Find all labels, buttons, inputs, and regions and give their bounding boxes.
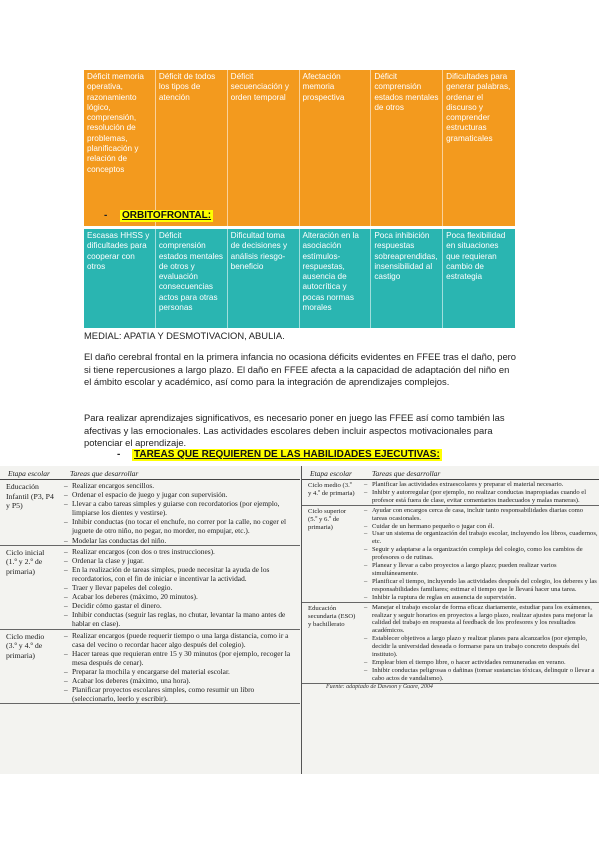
stage-label: Ciclo superior (5.º y 6.º de primaria) [308,507,347,532]
task-item: – Hacer tareas que requieran entre 15 y 30 minutos (por ejemplo, recoger la mesa después de cenar). [64,649,298,667]
deficit-cell: Déficit secuenciación y orden temporal [228,70,300,226]
deficit-cell: Déficit memoria operativa, razonamiento lógico, comprensión, resolución de problemas, planificación y relación de conceptos [84,70,156,226]
stage-row [302,480,599,506]
orbitofrontal-cell: Escasas HHSS y dificultades para cooperar con otros [84,229,156,328]
stage-label: Ciclo inicial (1.º y 2.º de primaria) [6,547,45,576]
paragraph-learning: Para realizar aprendizajes significativos, es necesario poner en juego las FFEE así como también las afectivas y las emocionales. Las actividades escolares deben incluir aspectos motivacionales para potenciar el aprendizaje. [84,412,505,449]
orbitofrontal-cell: Poca inhibición respuestas sobreaprendidas, insensibilidad al castigo [371,229,443,328]
frontal-deficits-table [84,70,515,226]
header-stage: Etapa escolar [8,469,50,478]
deficit-cell: Afectación memoria prospectiva [300,70,372,226]
task-item: – Modelar las conductas del niño. [64,536,298,545]
stage-label: Educación secundaria (ESO) y bachillerato [308,604,356,628]
stage-row [0,630,300,705]
task-item: – Llevar a cabo tareas simples y guiarse con recordatorios (por ejemplo, limpiarse los dientes y vestirse). [64,499,298,517]
task-list [58,480,300,545]
task-item: – Cuidar de un hermano pequeño o jugar con él. [364,523,598,531]
source-note: Fuente: adaptado de Dawson y Guare, 2004 [326,683,433,690]
task-item: – Emplear bien el tiempo libre, o hacer actividades remuneradas en verano. [364,659,598,667]
task-item: – Acabar los deberes (máximo, una hora). [64,676,298,685]
task-item: – Realizar encargos sencillos. [64,481,298,490]
orbitofrontal-cell: Dificultad toma de decisiones y análisis riesgo-beneficio [228,229,300,328]
task-item: – Acabar los deberes (máximo, 20 minutos). [64,592,298,601]
tasks-column-right [301,466,599,774]
task-item: – Manejar el trabajo escolar de forma eficaz diariamente, estudiar para los exámenes, realizar y seguir horarios en proyectos a largo plazo, realizar ajustes para mejorar la calidad del trabajo en respuesta al feedback de los profesores y los resultados académicos. [364,604,598,636]
task-list [58,546,300,629]
stage-row [302,506,599,603]
task-item: – Planificar las actividades extraescolares y preparar el material necesario. [364,481,598,489]
stage-label: Educación Infantil (P3, P4 y P5) [6,482,54,511]
task-item: – Inhibir conductas (no tocar el enchufe, no correr por la calle, no coger el juguete de otro niño, no pegar, no morder, no empujar, etc.). [64,517,298,535]
deficit-cell: Déficit comprensión estados mentales de otros [371,70,443,226]
task-item: – Decidir cómo gastar el dinero. [64,601,298,610]
column-header [302,466,599,480]
stage-label: Ciclo medio (3.º y 4.º de primaria) [308,482,355,498]
deficit-cell: Déficit de todos los tipos de atención [156,70,228,226]
task-item: – Realizar encargos (puede requerir tiempo o una larga distancia, como ir a casa del vecino o recordar hacer algo después del colegio). [64,631,298,649]
task-item: – Ordenar el espacio de juego y jugar con supervisión. [64,490,298,499]
orbitofrontal-cell: Poca flexibilidad en situaciones que requieran cambio de estrategia [446,231,506,282]
task-list [358,480,599,505]
column-header [0,466,300,480]
task-item: – Traer y llevar papeles del colegio. [64,583,298,592]
stage-row [0,546,300,630]
task-item: – Preparar la mochila y encargarse del material escolar. [64,667,298,676]
task-list [58,630,300,704]
orbitofrontal-deficits-table [84,229,515,328]
orbitofrontal-cell: Alteración en la asociación estímulos-respuestas, ausencia de autocrítica y pocas normas morales [300,229,372,328]
task-item: – Planear y llevar a cabo proyectos a largo plazo; pueden realizar varios simultáneamente. [364,562,598,578]
task-item: – Planificar el tiempo, incluyendo las actividades después del colegio, los deberes y las responsabilidades familiares; estimar el tiempo que le llevará hacer una tarea. [364,578,598,594]
deficit-cell: Dificultades para generar palabras, ordenar el discurso y comprender estructuras gramaticales [446,72,511,143]
stage-row [0,480,300,546]
task-list [358,603,599,683]
stage-row [302,603,599,684]
task-item: – Inhibir la ruptura de reglas en ausencia de supervisión. [364,594,598,602]
tasks-heading: TAREAS QUE REQUIEREN DE LAS HABILIDADES EJECUTIVAS: [134,449,440,460]
header-stage: Etapa escolar [310,469,352,478]
task-item: – Inhibir conductas peligrosas o dañinas (tomar sustancias tóxicas, delinquir o llevar a cabo actos de vandalismo). [364,667,598,683]
task-item: – Inhibir conductas (seguir las reglas, no chutar, levantar la mano antes de hablar en clase). [64,610,298,628]
stage-label: Ciclo medio (3.º y 4.º de primaria) [6,631,45,660]
task-item: – Inhibir y autorregular (por ejemplo, no realizar conductas inapropiadas cuando el profesor está fuera de clase, evitar comentarios inadecuados y malas maneras). [364,489,598,505]
orbitofrontal-cell: Déficit comprensión estados mentales de otros y evaluación consecuencias actos para otras personas [156,229,228,328]
task-item: – Ordenar la clase y jugar. [64,556,298,565]
task-item: – Establecer objetivos a largo plazo y realizar planes para alcanzarlos (por ejemplo, decidir la universidad deseada o formarse para un trabajo concreto después del instituto). [364,635,598,659]
header-tasks: Tareas que desarrollar [372,469,441,478]
task-item: – Usar un sistema de organización del trabajo escolar, incluyendo los libros, cuadernos, etc. [364,530,598,546]
task-item: – Ayudar con encargos cerca de casa, incluir tanto responsabilidades diarias como tareas ocasionales. [364,507,598,523]
orbitofrontal-heading: ORBITOFRONTAL: [122,210,212,221]
paragraph-early-damage: El daño cerebral frontal en la primera infancia no ocasiona déficits evidentes en FFEE tras el daño, pero si tiene repercusiones a largo plazo. El daño en FFEE afecta a la capacidad de adaptación del niño en el ámbito escolar y académico, así como para la integración de aprendizajes complejos. [84,351,517,388]
task-list [358,506,599,602]
executive-tasks-scan [0,466,599,774]
tasks-column-left [0,466,300,774]
task-item: – Planificar proyectos escolares simples, como resumir un libro (seleccionarlo, leerlo y escribir). [64,685,298,703]
task-item: – Seguir y adaptarse a la organización compleja del colegio, como los cambios de profesores o de rutinas. [364,546,598,562]
tasks-bullet: - [117,449,121,460]
medial-line: MEDIAL: APATIA Y DESMOTIVACION, ABULIA. [84,330,285,341]
orbitofrontal-bullet: - [104,210,108,221]
task-item: – Realizar encargos (con dos o tres instrucciones). [64,547,298,556]
task-item: – En la realización de tareas simples, puede necesitar la ayuda de los recordatorios, con el fin de iniciar e incentivar la actividad. [64,565,298,583]
header-tasks: Tareas que desarrollar [70,469,139,478]
